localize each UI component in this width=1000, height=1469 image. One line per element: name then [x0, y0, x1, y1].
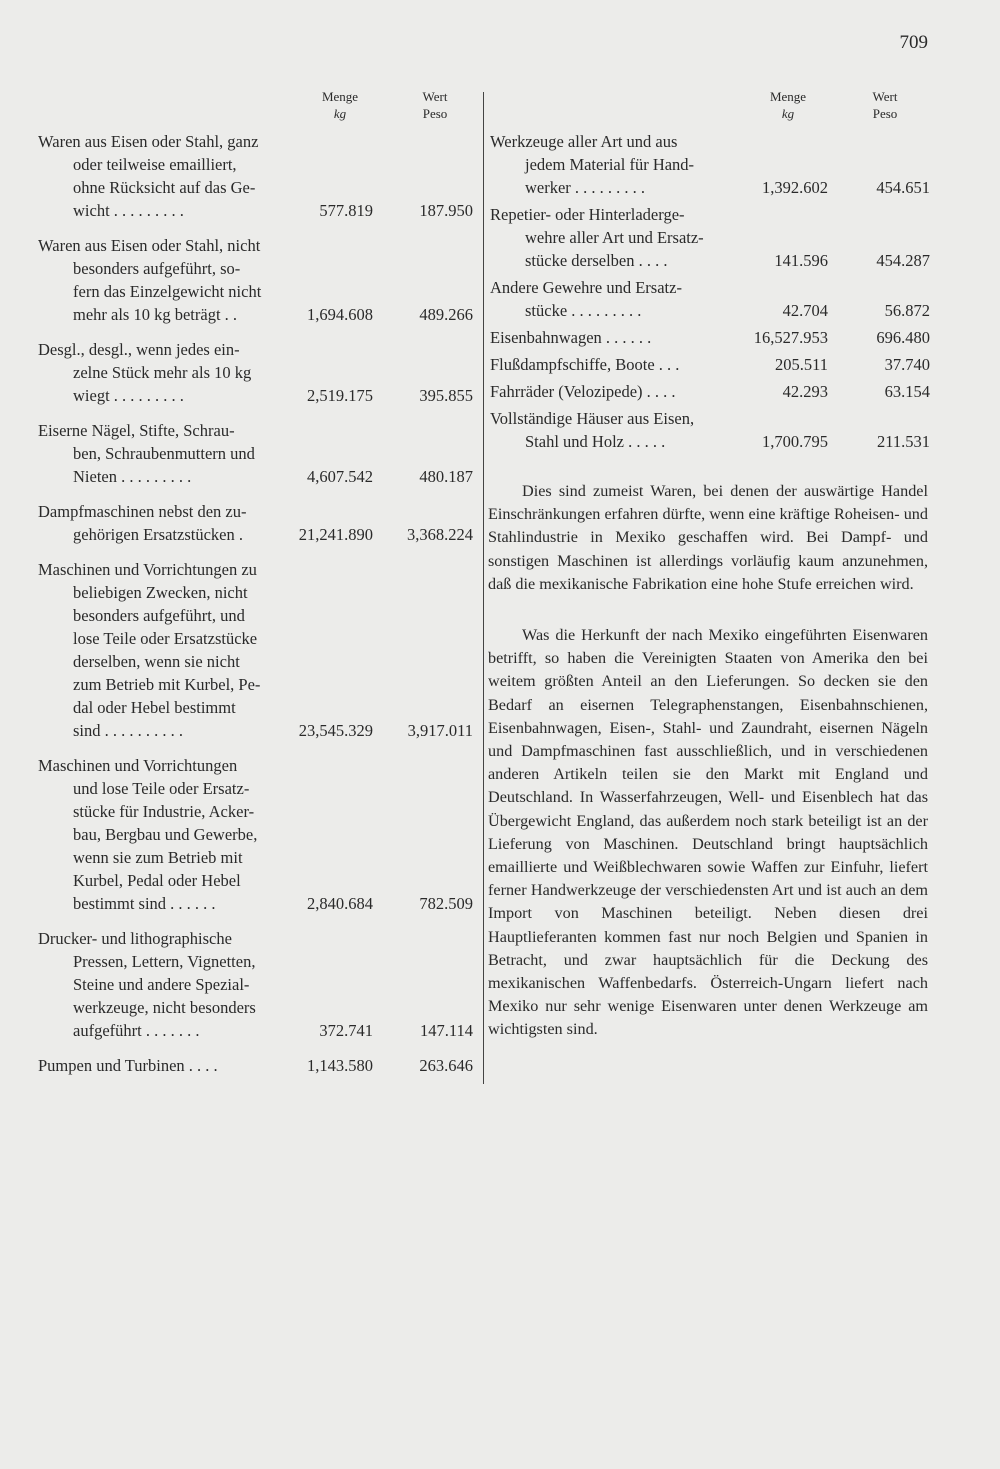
- table-row: [38, 927, 478, 1042]
- left-menge-header: [310, 88, 370, 122]
- paragraph-text: Dies sind zumeist Waren, bei denen der auswärtige Handel Einschränkungen erfahren dürfte, wenn eine kräftige Roheisen- und Stahlindustrie in Mexiko geschaffen wird. Bei Dampf- und sonstigen Maschinen ist allerdings vorläufig kaum anzunehmen, daß die mexikanische Fabrikation eine hohe Stufe erreichen wird.: [488, 482, 928, 593]
- row-label-line: sind . . . . . . . . . .: [73, 721, 184, 740]
- wert-value: 211.531: [876, 432, 930, 451]
- wert-label: Wert: [422, 89, 448, 104]
- row-label-line: Eiserne Nägel, Stifte, Schrau-: [38, 421, 235, 440]
- menge-value: 16,527.953: [753, 328, 828, 347]
- row-label-line: ohne Rücksicht auf das Ge-: [73, 178, 256, 197]
- row-label: [38, 500, 300, 546]
- row-label-line: jedem Material für Hand-: [525, 155, 695, 174]
- wert-label: Wert: [872, 89, 898, 104]
- row-label-line: wehre aller Art und Ersatz-: [525, 228, 704, 247]
- wert-value: 56.872: [884, 301, 930, 320]
- row-label-line: Fahrräder (Velozipede) . . . .: [490, 382, 676, 401]
- row-label-line: aufgeführt . . . . . . .: [73, 1021, 200, 1040]
- menge-unit: kg: [781, 106, 795, 121]
- row-label-line: wicht . . . . . . . . .: [73, 201, 184, 220]
- row-label-line: gehörigen Ersatzstücken .: [73, 525, 243, 544]
- row-label-line: Pressen, Lettern, Vignetten,: [73, 952, 256, 971]
- row-label: [38, 1054, 300, 1077]
- wert-value: 782.509: [419, 894, 473, 913]
- wert-unit: Peso: [422, 106, 448, 121]
- menge-value: 141.596: [774, 251, 828, 270]
- table-row: [490, 407, 930, 453]
- row-label: [490, 326, 730, 349]
- menge-value: 1,143.580: [307, 1056, 373, 1075]
- row-label: [490, 130, 730, 199]
- row-label-line: Waren aus Eisen oder Stahl, nicht: [38, 236, 261, 255]
- table-row: [38, 500, 478, 546]
- table-row: [490, 380, 930, 403]
- row-label-line: oder teilweise emailliert,: [73, 155, 237, 174]
- wert-value: 395.855: [419, 386, 473, 405]
- wert-value: 489.266: [419, 305, 473, 324]
- row-label-line: Maschinen und Vorrichtungen zu: [38, 560, 257, 579]
- row-label-line: Andere Gewehre und Ersatz-: [490, 278, 682, 297]
- left-wert-header: [405, 88, 465, 122]
- menge-value: 1,392.602: [762, 178, 828, 197]
- page-number: 709: [899, 32, 928, 53]
- right-wert-header: [855, 88, 915, 122]
- row-label-line: wiegt . . . . . . . . .: [73, 386, 184, 405]
- row-label-line: Steine und andere Spezial-: [73, 975, 250, 994]
- table-row: [38, 1054, 478, 1077]
- row-label-line: Pumpen und Turbinen . . . .: [38, 1056, 218, 1075]
- row-label-line: beliebigen Zwecken, nicht: [73, 583, 248, 602]
- wert-value: 37.740: [884, 355, 930, 374]
- row-label: [38, 234, 300, 326]
- row-label-line: zum Betrieb mit Kurbel, Pe-: [73, 675, 261, 694]
- wert-value: 3,368.224: [407, 525, 473, 544]
- row-label-line: Stahl und Holz . . . . .: [525, 432, 666, 451]
- row-label-line: Dampfmaschinen nebst den zu-: [38, 502, 247, 521]
- paragraph-text: Was die Herkunft der nach Mexiko eingeführten Eisenwaren betrifft, so haben die Vereinigten Staaten von Amerika den bei weitem größten Anteil an den Lieferungen. So decken sie den Bedarf an eisernen Telegraphenstangen, Eisenbahnschienen, Eisenbahnwagen, Eisen-, Stahl- und Zaundraht, eisernen Nägeln und Dampfmaschinen fast ausschließlich, und in verschiedenen anderen Artikeln teilen sie den Markt mit England und Deutschland. In Wasserfahrzeugen, Well- und Eisenblech hat das Übergewicht England, das außerdem noch stark beteiligt ist an der Lieferung von Maschinen. Deutschland bringt hauptsächlich emaillierte und Weißblechwaren sowie Waffen zur Einfuhr, liefert ferner Handwerkzeuge der verschiedensten Art und ist auch an dem Import von Maschinen beteiligt. Neben diesen drei Hauptlieferanten kommen fast nur noch Belgien und Spanien in Betracht, und zwar hauptsächlich für die Deckung des mexikanischen Waffenbedarfs. Österreich-Ungarn liefert nach Mexiko nur sehr wenige Eisenwaren unter denen Werkzeuge am wichtigsten sind.: [488, 626, 928, 1039]
- row-label: [490, 353, 730, 376]
- table-row: [38, 419, 478, 488]
- menge-label: Menge: [769, 89, 807, 104]
- row-label: [490, 407, 730, 453]
- menge-value: 4,607.542: [307, 467, 373, 486]
- menge-value: 21,241.890: [298, 525, 373, 544]
- row-label-line: Flußdampfschiffe, Boote . . .: [490, 355, 680, 374]
- menge-value: 1,694.608: [307, 305, 373, 324]
- row-label: [490, 380, 730, 403]
- menge-value: 42.704: [782, 301, 828, 320]
- wert-value: 454.651: [876, 178, 930, 197]
- table-row: [490, 130, 930, 199]
- right-menge-header: [758, 88, 818, 122]
- wert-value: 480.187: [419, 467, 473, 486]
- menge-value: 372.741: [319, 1021, 373, 1040]
- wert-value: 63.154: [884, 382, 930, 401]
- paragraph-1: [488, 480, 928, 596]
- menge-value: 2,519.175: [307, 386, 373, 405]
- row-label-line: stücke . . . . . . . . .: [525, 301, 642, 320]
- row-label-line: Drucker- und lithographische: [38, 929, 232, 948]
- menge-value: 205.511: [774, 355, 828, 374]
- row-label: [38, 130, 300, 222]
- row-label-line: Desgl., desgl., wenn jedes ein-: [38, 340, 240, 359]
- menge-value: 23,545.329: [298, 721, 373, 740]
- row-label-line: wenn sie zum Betrieb mit: [73, 848, 243, 867]
- row-label-line: fern das Einzelgewicht nicht: [73, 282, 262, 301]
- wert-value: 263.646: [419, 1056, 473, 1075]
- row-label-line: Werkzeuge aller Art und aus: [490, 132, 678, 151]
- row-label-line: bau, Bergbau und Gewerbe,: [73, 825, 258, 844]
- menge-label: Menge: [321, 89, 359, 104]
- wert-value: 187.950: [419, 201, 473, 220]
- table-row: [38, 234, 478, 326]
- row-label-line: bestimmt sind . . . . . .: [73, 894, 216, 913]
- wert-value: 454.287: [876, 251, 930, 270]
- wert-unit: Peso: [872, 106, 898, 121]
- row-label-line: Waren aus Eisen oder Stahl, ganz: [38, 132, 259, 151]
- right-import-table: [490, 130, 930, 457]
- row-label: [38, 754, 300, 915]
- menge-value: 1,700.795: [762, 432, 828, 451]
- row-label-line: Kurbel, Pedal oder Hebel: [73, 871, 241, 890]
- table-row: [490, 203, 930, 272]
- row-label: [490, 276, 730, 322]
- table-row: [38, 338, 478, 407]
- wert-value: 3,917.011: [407, 721, 473, 740]
- row-label-line: lose Teile oder Ersatzstücke: [73, 629, 258, 648]
- row-label: [38, 338, 300, 407]
- wert-value: 696.480: [876, 328, 930, 347]
- menge-value: 42.293: [782, 382, 828, 401]
- menge-value: 2,840.684: [307, 894, 373, 913]
- row-label: [490, 203, 730, 272]
- row-label-line: stücke derselben . . . .: [525, 251, 668, 270]
- row-label-line: derselben, wenn sie nicht: [73, 652, 240, 671]
- table-row: [38, 754, 478, 915]
- row-label-line: zelne Stück mehr als 10 kg: [73, 363, 252, 382]
- table-row: [490, 276, 930, 322]
- menge-unit: kg: [333, 106, 347, 121]
- row-label-line: Repetier- oder Hinterladerge-: [490, 205, 685, 224]
- table-row: [38, 130, 478, 222]
- row-label-line: ben, Schraubenmuttern und: [73, 444, 255, 463]
- menge-value: 577.819: [319, 201, 373, 220]
- table-row: [490, 353, 930, 376]
- row-label-line: besonders aufgeführt, so-: [73, 259, 241, 278]
- row-label-line: Maschinen und Vorrichtungen: [38, 756, 238, 775]
- row-label-line: Vollständige Häuser aus Eisen,: [490, 409, 695, 428]
- wert-value: 147.114: [419, 1021, 473, 1040]
- row-label: [38, 558, 300, 742]
- row-label-line: Nieten . . . . . . . . .: [73, 467, 192, 486]
- row-label-line: mehr als 10 kg beträgt . .: [73, 305, 238, 324]
- row-label-line: werker . . . . . . . . .: [525, 178, 646, 197]
- table-row: [38, 558, 478, 742]
- left-import-table: [38, 130, 478, 1089]
- row-label-line: und lose Teile oder Ersatz-: [73, 779, 250, 798]
- row-label-line: besonders aufgeführt, und: [73, 606, 245, 625]
- paragraph-2: [488, 624, 928, 1042]
- row-label-line: stücke für Industrie, Acker-: [73, 802, 255, 821]
- column-divider: [483, 92, 484, 1084]
- table-row: [490, 326, 930, 349]
- row-label: [38, 419, 300, 488]
- row-label-line: werkzeuge, nicht besonders: [73, 998, 256, 1017]
- row-label-line: dal oder Hebel bestimmt: [73, 698, 236, 717]
- row-label-line: Eisenbahnwagen . . . . . .: [490, 328, 652, 347]
- row-label: [38, 927, 300, 1042]
